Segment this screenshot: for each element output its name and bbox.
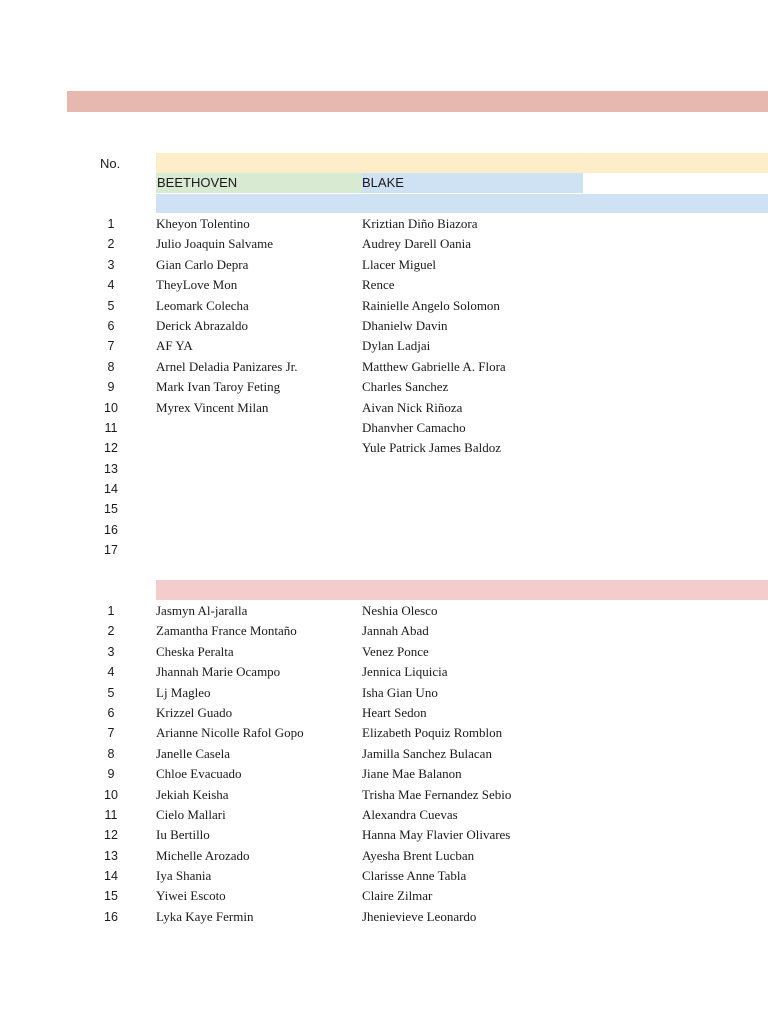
name-cell-blake: Isha Gian Uno	[362, 684, 438, 700]
table-row	[0, 744, 768, 764]
row-number: 5	[107, 685, 115, 700]
name-cell-beethoven: Myrex Vincent Milan	[156, 399, 269, 415]
row-number: 16	[104, 522, 118, 537]
name-cell-beethoven: AF YA	[156, 338, 193, 354]
name-cell-blake: Ayesha Brent Lucban	[362, 847, 475, 863]
table-row	[0, 621, 768, 641]
name-cell-blake: Aivan Nick Riñoza	[362, 399, 463, 415]
name-cell-beethoven: Kheyon Tolentino	[156, 216, 250, 231]
name-cell-beethoven: Arianne Nicolle Rafol Gopo	[156, 725, 304, 741]
row-number: 14	[104, 482, 118, 497]
row-number: 9	[107, 767, 115, 782]
name-cell-blake: Jhenievieve Leonardo	[362, 908, 477, 924]
name-cell-beethoven: Jasmyn Al-jaralla	[156, 603, 248, 618]
row-number: 10	[104, 400, 118, 415]
table-row	[0, 336, 768, 356]
row-number: 11	[104, 807, 118, 822]
name-cell-beethoven: Zamantha France Montaño	[156, 623, 297, 639]
table-row	[0, 275, 768, 295]
name-cell-beethoven: Leomark Colecha	[156, 297, 249, 313]
name-cell-blake: Charles Sanchez	[362, 379, 449, 395]
row-number: 6	[107, 705, 115, 720]
row-number: 4	[107, 665, 115, 680]
name-cell-blake: Trisha Mae Fernandez Sebio	[362, 786, 512, 802]
section2-band	[156, 580, 768, 600]
row-number: 8	[107, 746, 115, 761]
table-row	[0, 499, 768, 519]
header-band-yellow	[156, 153, 768, 173]
name-cell-blake: Jennica Liquicia	[362, 664, 448, 680]
table-row	[0, 886, 768, 906]
table-row	[0, 316, 768, 336]
name-cell-beethoven: Mark Ivan Taroy Feting	[156, 379, 281, 395]
table-row	[0, 255, 768, 275]
name-cell-beethoven: Michelle Arozado	[156, 847, 250, 863]
table-row	[0, 398, 768, 418]
table-row	[0, 418, 768, 438]
name-cell-blake: Neshia Olesco	[362, 603, 438, 618]
name-cell-beethoven: Janelle Casela	[156, 745, 230, 761]
table-row	[0, 214, 768, 234]
table-row	[0, 438, 768, 458]
name-cell-blake: Audrey Darell Oania	[362, 236, 472, 252]
name-cell-blake: Heart Sedon	[362, 704, 427, 720]
column-header-blake: BLAKE	[362, 175, 404, 190]
name-cell-beethoven: TheyLove Mon	[156, 277, 238, 293]
row-number: 6	[107, 318, 115, 333]
table-row	[0, 540, 768, 560]
name-cell-beethoven: Jhannah Marie Ocampo	[156, 664, 281, 680]
table-row	[0, 377, 768, 397]
name-cell-blake: Dhanvher Camacho	[362, 419, 466, 435]
name-cell-blake: Dylan Ladjai	[362, 338, 431, 354]
table-row	[0, 764, 768, 784]
header-band-blue	[156, 194, 768, 213]
name-cell-beethoven: Krizzel Guado	[156, 704, 233, 720]
table-row	[0, 296, 768, 316]
row-number: 13	[104, 461, 118, 476]
name-cell-blake: Elizabeth Poquiz Romblon	[362, 725, 503, 741]
name-cell-blake: Hanna May Flavier Olivares	[362, 827, 511, 843]
row-number: 11	[104, 420, 118, 435]
row-number: 8	[107, 359, 115, 374]
row-number: 5	[107, 298, 115, 313]
table-row	[0, 601, 768, 621]
name-cell-beethoven: Arnel Deladia Panizares Jr.	[156, 358, 298, 374]
row-number: 7	[107, 726, 115, 741]
table-row	[0, 907, 768, 927]
section1-table	[0, 214, 768, 561]
name-cell-blake: Rence	[362, 277, 395, 293]
table-row	[0, 357, 768, 377]
table-row	[0, 785, 768, 805]
name-cell-blake: Alexandra Cuevas	[362, 806, 458, 822]
name-cell-blake: Jannah Abad	[362, 623, 429, 639]
column-header-beethoven: BEETHOVEN	[157, 175, 238, 190]
name-cell-blake: Rainielle Angelo Solomon	[362, 297, 500, 313]
row-number: 16	[104, 909, 118, 924]
no-column-label: No.	[100, 156, 121, 171]
name-cell-beethoven: Iya Shania	[156, 868, 212, 884]
name-cell-blake: Venez Ponce	[362, 643, 429, 659]
name-cell-blake: Matthew Gabrielle A. Flora	[362, 358, 506, 374]
row-number: 3	[107, 257, 115, 272]
name-cell-beethoven: Cielo Mallari	[156, 806, 226, 822]
row-number: 1	[107, 604, 115, 618]
row-number: 15	[104, 502, 118, 517]
row-number: 13	[104, 848, 118, 863]
table-row	[0, 825, 768, 845]
name-cell-beethoven: Lj Magleo	[156, 684, 211, 700]
name-cell-beethoven: Cheska Peralta	[156, 643, 234, 659]
section2-table	[0, 601, 768, 927]
table-row	[0, 479, 768, 499]
row-number: 3	[107, 644, 115, 659]
row-number: 7	[107, 339, 115, 354]
name-cell-beethoven: Chloe Evacuado	[156, 766, 242, 782]
table-row	[0, 642, 768, 662]
name-cell-beethoven: Lyka Kaye Fermin	[156, 908, 254, 924]
table-row	[0, 459, 768, 479]
row-number: 10	[104, 787, 118, 802]
row-number: 4	[107, 278, 115, 293]
row-number: 2	[107, 237, 115, 252]
name-cell-beethoven: Iu Bertillo	[156, 827, 210, 843]
name-cell-blake: Clarisse Anne Tabla	[362, 868, 467, 884]
name-cell-beethoven: Derick Abrazaldo	[156, 317, 249, 333]
name-cell-beethoven: Julio Joaquin Salvame	[156, 236, 273, 252]
row-number: 12	[104, 441, 118, 456]
row-number: 9	[107, 380, 115, 395]
name-cell-beethoven: Yiwei Escoto	[156, 888, 226, 904]
name-cell-blake: Claire Zilmar	[362, 888, 433, 904]
table-row	[0, 234, 768, 254]
table-row	[0, 683, 768, 703]
row-number: 15	[104, 889, 118, 904]
title-band	[67, 91, 768, 112]
table-row	[0, 866, 768, 886]
table-row	[0, 805, 768, 825]
table-row	[0, 520, 768, 540]
name-cell-blake: Llacer Miguel	[362, 256, 436, 272]
name-cell-blake: Jamilla Sanchez Bulacan	[362, 745, 492, 761]
name-cell-blake: Jiane Mae Balanon	[362, 766, 462, 782]
row-number: 12	[104, 828, 118, 843]
row-number: 14	[104, 869, 118, 884]
name-cell-blake: Yule Patrick James Baldoz	[362, 440, 501, 456]
row-number: 17	[104, 543, 118, 558]
name-cell-blake: Dhanielw Davin	[362, 317, 448, 333]
table-row	[0, 703, 768, 723]
table-row	[0, 846, 768, 866]
name-cell-beethoven: Gian Carlo Depra	[156, 256, 249, 272]
table-row	[0, 662, 768, 682]
table-row	[0, 723, 768, 743]
row-number: 1	[107, 217, 115, 231]
name-cell-beethoven: Jekiah Keisha	[156, 786, 229, 802]
name-cell-blake: Kriztian Diño Biazora	[362, 216, 478, 231]
row-number: 2	[107, 624, 115, 639]
